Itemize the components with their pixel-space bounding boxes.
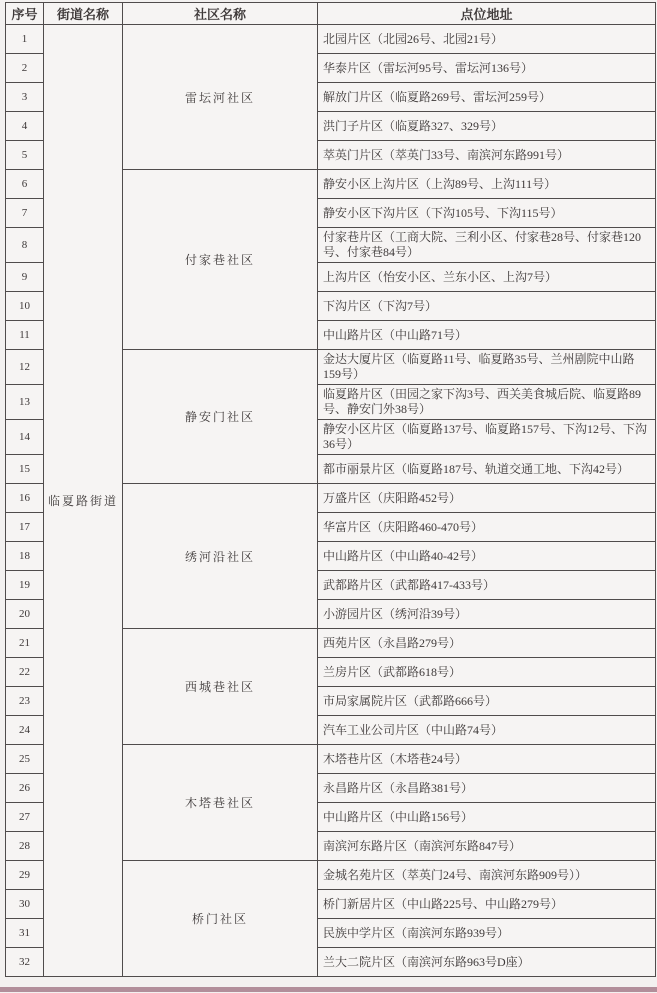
serial-number-cell: 17	[6, 513, 44, 542]
point-address-cell: 永昌路片区（永昌路381号）	[318, 774, 656, 803]
serial-number-cell: 1	[6, 25, 44, 54]
column-header-3: 点位地址	[318, 3, 656, 25]
community-name-cell-6: 桥门社区	[123, 861, 318, 977]
serial-number-cell: 13	[6, 385, 44, 420]
serial-number-cell: 22	[6, 658, 44, 687]
serial-number-cell: 9	[6, 263, 44, 292]
serial-number-cell: 30	[6, 890, 44, 919]
point-address-cell: 上沟片区（怡安小区、兰东小区、上沟7号）	[318, 263, 656, 292]
point-address-cell: 临夏路片区（田园之家下沟3号、西关美食城后院、临夏路89号、静安门外38号）	[318, 385, 656, 420]
community-name-cell-2: 静安门社区	[123, 350, 318, 484]
point-address-cell: 万盛片区（庆阳路452号）	[318, 484, 656, 513]
point-address-cell: 民族中学片区（南滨河东路939号）	[318, 919, 656, 948]
point-address-cell: 华富片区（庆阳路460-470号）	[318, 513, 656, 542]
community-name-cell-0: 雷坛河社区	[123, 25, 318, 170]
column-header-1: 街道名称	[44, 3, 123, 25]
point-address-cell: 小游园片区（绣河沿39号）	[318, 600, 656, 629]
point-address-cell: 都市丽景片区（临夏路187号、轨道交通工地、下沟42号）	[318, 455, 656, 484]
point-address-cell: 洪门子片区（临夏路327、329号）	[318, 112, 656, 141]
serial-number-cell: 15	[6, 455, 44, 484]
serial-number-cell: 21	[6, 629, 44, 658]
point-address-cell: 萃英门片区（萃英门33号、南滨河东路991号）	[318, 141, 656, 170]
serial-number-cell: 8	[6, 228, 44, 263]
point-address-cell: 静安小区片区（临夏路137号、临夏路157号、下沟12号、下沟36号）	[318, 420, 656, 455]
point-address-cell: 市局家属院片区（武都路666号）	[318, 687, 656, 716]
serial-number-cell: 29	[6, 861, 44, 890]
point-address-cell: 汽车工业公司片区（中山路74号）	[318, 716, 656, 745]
column-header-0: 序号	[6, 3, 44, 25]
serial-number-cell: 32	[6, 948, 44, 977]
serial-number-cell: 20	[6, 600, 44, 629]
point-address-cell: 金城名苑片区（萃英门24号、南滨河东路909号））	[318, 861, 656, 890]
table-row	[6, 25, 656, 54]
serial-number-cell: 26	[6, 774, 44, 803]
serial-number-cell: 25	[6, 745, 44, 774]
serial-number-cell: 14	[6, 420, 44, 455]
point-address-cell: 中山路片区（中山路156号）	[318, 803, 656, 832]
serial-number-cell: 3	[6, 83, 44, 112]
serial-number-cell: 2	[6, 54, 44, 83]
serial-number-cell: 24	[6, 716, 44, 745]
community-name-cell-1: 付家巷社区	[123, 170, 318, 350]
serial-number-cell: 7	[6, 199, 44, 228]
serial-number-cell: 28	[6, 832, 44, 861]
community-points-table	[5, 2, 656, 977]
point-address-cell: 付家巷片区（工商大院、三利小区、付家巷28号、付家巷120号、付家巷84号）	[318, 228, 656, 263]
point-address-cell: 南滨河东路片区（南滨河东路847号）	[318, 832, 656, 861]
serial-number-cell: 23	[6, 687, 44, 716]
point-address-cell: 西苑片区（永昌路279号）	[318, 629, 656, 658]
serial-number-cell: 12	[6, 350, 44, 385]
serial-number-cell: 27	[6, 803, 44, 832]
serial-number-cell: 11	[6, 321, 44, 350]
point-address-cell: 静安小区上沟片区（上沟89号、上沟111号）	[318, 170, 656, 199]
point-address-cell: 金达大厦片区（临夏路11号、临夏路35号、兰州剧院中山路159号）	[318, 350, 656, 385]
point-address-cell: 北园片区（北园26号、北园21号）	[318, 25, 656, 54]
serial-number-cell: 6	[6, 170, 44, 199]
point-address-cell: 静安小区下沟片区（下沟105号、下沟115号）	[318, 199, 656, 228]
serial-number-cell: 10	[6, 292, 44, 321]
point-address-cell: 武都路片区（武都路417-433号）	[318, 571, 656, 600]
serial-number-cell: 18	[6, 542, 44, 571]
bottom-accent-bar	[0, 987, 657, 992]
serial-number-cell: 31	[6, 919, 44, 948]
serial-number-cell: 5	[6, 141, 44, 170]
table-body	[6, 25, 656, 977]
point-address-cell: 解放门片区（临夏路269号、雷坛河259号）	[318, 83, 656, 112]
community-name-cell-5: 木塔巷社区	[123, 745, 318, 861]
point-address-cell: 桥门新居片区（中山路225号、中山路279号）	[318, 890, 656, 919]
point-address-cell: 中山路片区（中山路40-42号）	[318, 542, 656, 571]
table-header-row	[6, 3, 656, 25]
column-header-2: 社区名称	[123, 3, 318, 25]
point-address-cell: 兰大二院片区（南滨河东路963号D座）	[318, 948, 656, 977]
serial-number-cell: 19	[6, 571, 44, 600]
point-address-cell: 下沟片区（下沟7号）	[318, 292, 656, 321]
serial-number-cell: 4	[6, 112, 44, 141]
community-name-cell-4: 西城巷社区	[123, 629, 318, 745]
point-address-cell: 兰房片区（武都路618号）	[318, 658, 656, 687]
serial-number-cell: 16	[6, 484, 44, 513]
point-address-cell: 中山路片区（中山路71号）	[318, 321, 656, 350]
point-address-cell: 木塔巷片区（木塔巷24号）	[318, 745, 656, 774]
community-name-cell-3: 绣河沿社区	[123, 484, 318, 629]
point-address-cell: 华泰片区（雷坛河95号、雷坛河136号）	[318, 54, 656, 83]
street-name-cell: 临夏路街道	[44, 25, 123, 977]
